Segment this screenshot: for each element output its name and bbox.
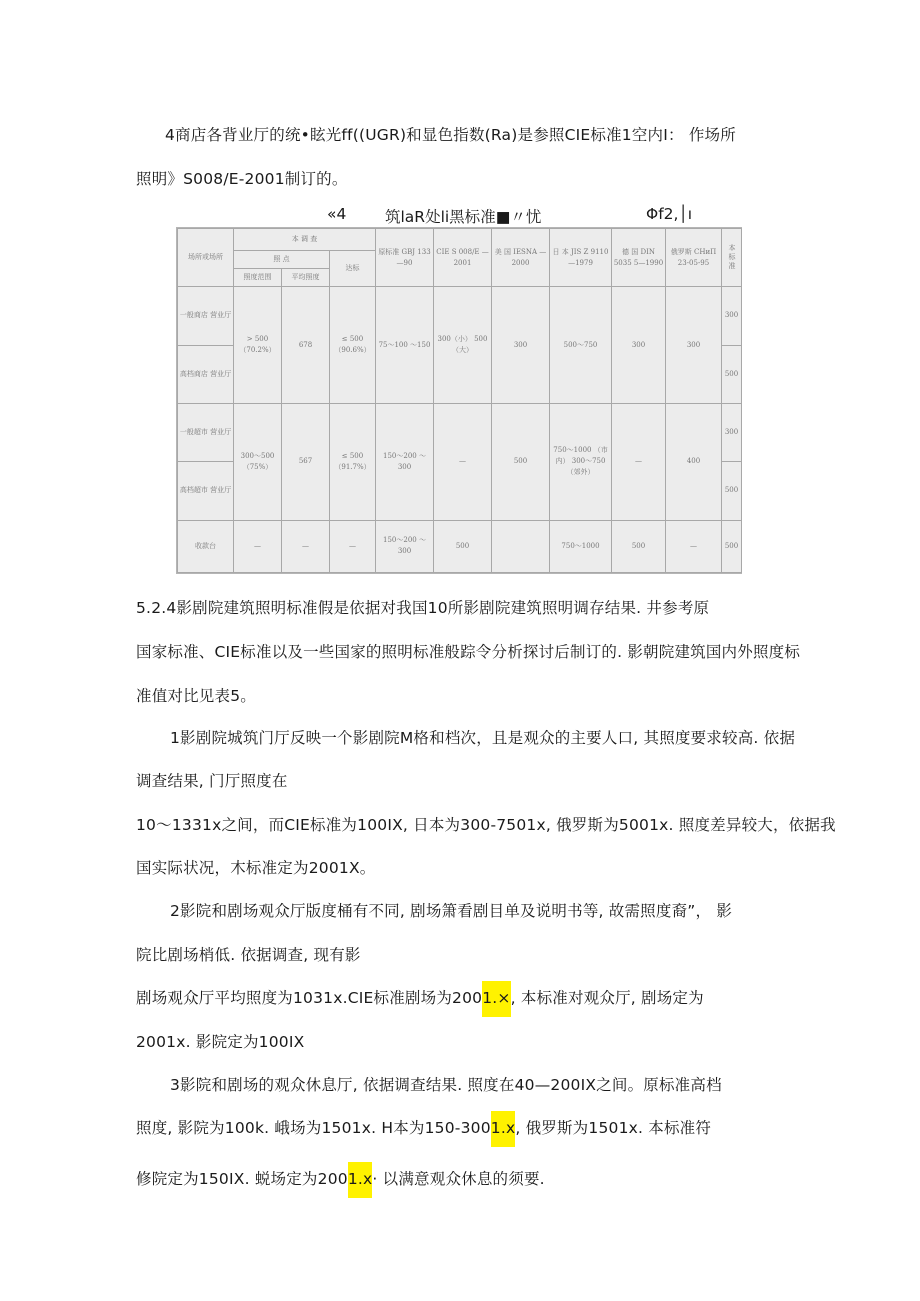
header-this-standard: 本标准 <box>722 229 742 287</box>
text-line: 5.2.4影剧院建筑照明标准假是依据对我国10所影剧院建筑照明调存结果. 井参考原 <box>136 599 710 617</box>
row-label: 收款台 <box>178 520 234 572</box>
header-illum: 照 点 <box>234 251 330 269</box>
header-compliance: 达标 <box>330 251 376 287</box>
row-label: 高档超市 营业厅 <box>178 462 234 520</box>
row-label: 一般商店 营业厅 <box>178 287 234 345</box>
table-title-text: 筑laR处li黑标准■〃忧 <box>385 208 542 226</box>
cell: 300 <box>722 287 742 345</box>
cell: ≤ 500 （90.6%） <box>330 287 376 404</box>
header-japan: 日 本 JIS Z 9110—1979 <box>550 229 612 287</box>
text-line <box>136 986 704 1008</box>
cell: 150～200 ～300 <box>376 403 434 520</box>
table-number: «4 <box>327 205 347 223</box>
cell: 300～500 （75%） <box>234 403 282 520</box>
text-line: 调查结果, 门厅照度在 <box>136 772 288 790</box>
highlight-mark: 1.x <box>491 1111 516 1147</box>
text-line: 1影剧院城筑门厅反映一个影剧院M格和档次，且是观众的主要人口, 其照度要求较高. 依据 <box>170 729 796 747</box>
text-line: 3影院和剧场的观众休息厅, 依据调查结果. 照度在40—200IX之间。原标准高档 <box>170 1076 722 1094</box>
cell: — <box>666 520 722 572</box>
cell <box>492 520 550 572</box>
cell: 500 <box>722 345 742 403</box>
cell: 678 <box>282 287 330 404</box>
text-segment: , 俄罗斯为1501x. 本标准符 <box>515 1119 712 1137</box>
text-line: 2影院和剧场观众厅版度桶有不同, 剧场箫看剧目单及说明书等, 故需照度裔”， 影 <box>170 902 733 920</box>
text-line: 2001x. 影院定为100IX <box>136 1033 305 1051</box>
highlight-mark: 1.x <box>348 1162 373 1198</box>
cell: 300 <box>666 287 722 404</box>
header-russia: 俄罗斯 СНиП 23-05-95 <box>666 229 722 287</box>
cell: — <box>282 520 330 572</box>
text-line <box>136 1167 545 1189</box>
header-range: 照度范围 <box>234 269 282 287</box>
text-line: 国实际状况，木标准定为2001X。 <box>136 859 376 877</box>
text-line: 4商店各背业厅的统•眩光ff((UGR)和显色指数(Ra)是参照CIE标准1空内I： 作场所 <box>165 126 736 144</box>
cell: 750～1000 （市内） 300～750 （郊外） <box>550 403 612 520</box>
text-line: 照明》S008/E-2001制订的。 <box>136 170 348 188</box>
cell: 75～100 ～150 <box>376 287 434 404</box>
cell: — <box>330 520 376 572</box>
cell: 300 <box>492 287 550 404</box>
header-old-standard: 原标准 GBJ 133—90 <box>376 229 434 287</box>
illuminance-comparison-table-image <box>176 227 742 574</box>
text-line <box>136 1116 711 1138</box>
text-segment: 照度, 影院为100k. 峨场为1501x. H本为150-300 <box>136 1119 491 1137</box>
row-label: 高档商店 营业厅 <box>178 345 234 403</box>
cell: 567 <box>282 403 330 520</box>
cell: ≤ 500 （91.7%） <box>330 403 376 520</box>
cell: 400 <box>666 403 722 520</box>
highlight-mark: 1.× <box>482 981 510 1017</box>
header-cie: CIE S 008/E —2001 <box>434 229 492 287</box>
cell: 500 <box>722 462 742 520</box>
header-survey: 本 调 查 <box>234 229 376 251</box>
cell: 300 <box>722 403 742 461</box>
cell: 750～1000 <box>550 520 612 572</box>
cell: > 500 （70.2%） <box>234 287 282 404</box>
cell: 150～200 ～300 <box>376 520 434 572</box>
table-title-suffix: Φf2,│ı <box>646 205 693 223</box>
text-segment: , 本标准对观众厅, 剧场定为 <box>510 989 704 1007</box>
header-usa: 美 国 IESNA —2000 <box>492 229 550 287</box>
header-area: 场所或场所 <box>178 229 234 287</box>
text-line: 10～1331x之间，而CIE标准为100IX, 日本为300-7501x, 俄罗斯为5001x. 照度差异较大，依据我 <box>136 816 836 834</box>
text-line: 院比剧场梢低. 依据调查, 现有影 <box>136 946 361 964</box>
text-line: 国家标准、CIE标准以及一些国家的照明标准般踪令分析探讨后制订的. 影朝院建筑国内外照度标 <box>136 643 801 661</box>
cell: — <box>612 403 666 520</box>
text-segment: 修院定为150IX. 蜕场定为200 <box>136 1170 348 1188</box>
cell: 500 <box>722 520 742 572</box>
text-segment: 剧场观众厅平均照度为1031x.CIE标准剧场为200 <box>136 989 483 1007</box>
text-line: 准值对比见表5。 <box>136 687 256 705</box>
cell: 300（小） 500（大） <box>434 287 492 404</box>
cell: 500 <box>434 520 492 572</box>
cell: — <box>434 403 492 520</box>
header-avg: 平均照度 <box>282 269 330 287</box>
cell: 300 <box>612 287 666 404</box>
header-germany: 德 国 DIN 5035 5—1990 <box>612 229 666 287</box>
cell: 500 <box>492 403 550 520</box>
row-label: 一般超市 营业厅 <box>178 403 234 461</box>
cell: 500～750 <box>550 287 612 404</box>
text-segment: · 以满意观众休息的须要. <box>372 1170 545 1188</box>
cell: 500 <box>612 520 666 572</box>
cell: — <box>234 520 282 572</box>
